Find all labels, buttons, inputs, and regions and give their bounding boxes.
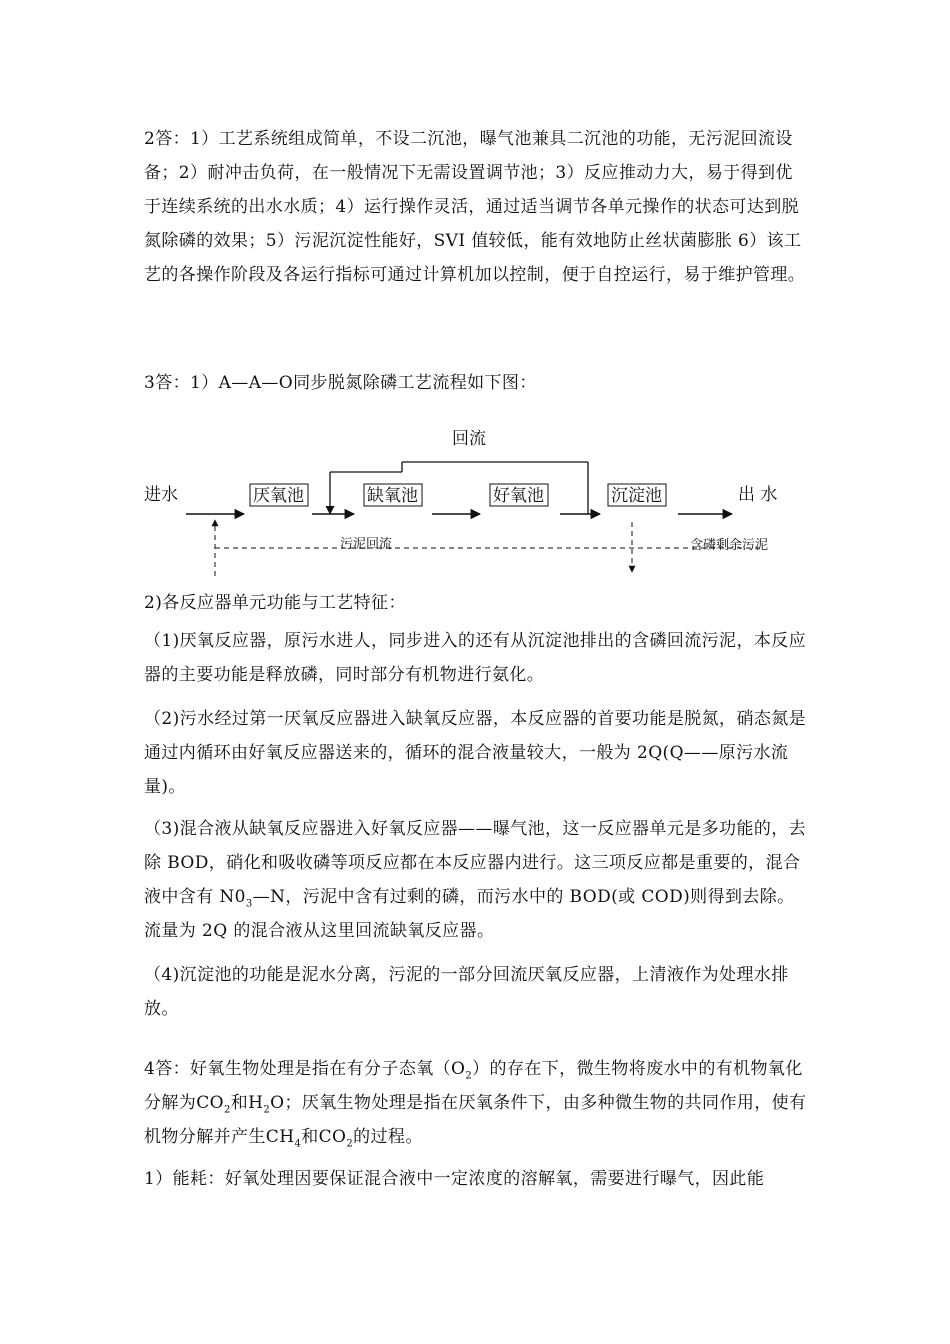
answer-3-item-1: （1)厌氧反应器，原污水进人，同步进入的还有从沉淀池排出的含磷回流污泥，本反应器的主要功能是释放磷，同时部分有机物进行氨化。 [144,631,807,685]
aerobic-tank-label: 好氧池 [493,486,544,506]
answer-4-paragraph [144,1052,810,1154]
answer-4-energy-line: 1）能耗：好氧处理因要保证混合液中一定浓度的溶解氧，需要进行曝气，因此能 [144,1169,765,1189]
answer-4-text-4: O；厌氧生物处理是指在厌氧条件下，由多种微生物的共同作用，使有机物分解并产生CH [144,1093,807,1147]
answer-3-intro: 3答：1）A—A—O同步脱氮除磷工艺流程如下图： [144,373,537,393]
inlet-label: 进水 [144,485,178,505]
answer-4-sub-1: 2 [465,1070,473,1082]
a2o-process-flow-diagram [140,420,820,590]
answer-4-text-3: 和H [230,1093,264,1113]
answer-3-item-3 [144,812,810,948]
answer-4-sub-5: 2 [346,1138,354,1150]
outlet-label: 出 水 [738,485,778,505]
sludge-return-label: 污泥回流 [340,537,393,552]
answer-4-text-2: ）的存在下，微生物将废水中的有机物氧化分解为CO [144,1059,803,1113]
answer-4-sub-4: 4 [294,1138,302,1150]
answer-3-item-3-text-a: （3)混合液从缺氧反应器进入好氧反应器——曝气池，这一反应器单元是多功能的，去除 BOD，硝化和吸收磷等项反应都在本反应器内进行。这三项反应都是重要的，混合液中含有 N0 [144,819,807,907]
answer-4-text-5: 和CO [301,1127,347,1147]
answer-4-sub-3: 2 [263,1104,271,1116]
answer-4-sub-2: 2 [223,1104,231,1116]
reflux-label: 回流 [452,429,486,449]
answer-3-part2-title: 2)各反应器单元功能与工艺特征： [144,593,406,613]
answer-3-item-4: （4)沉淀池的功能是泥水分离，污泥的一部分回流厌氧反应器，上清液作为处理水排放。 [144,965,789,1019]
answer-2-paragraph: 2答：1）工艺系统组成简单，不设二沉池，曝气池兼具二沉池的功能，无污泥回流设备；2）耐冲击负荷，在一般情况下无需设置调节池；3）反应推动力大，易于得到优于连续系统的出水水质；4）运行操作灵活，通过适当调节各单元操作的状态可达到脱氮除磷的效果；5）污泥沉淀性能好，SVI 值较低，能有效地防止丝状菌膨胀 6）该工艺的各操作阶段及各运行指标可通过计算机加以控制，便于自控运行，易于维护管理。 [144,129,806,285]
clarifier-tank-label: 沉淀池 [611,486,662,506]
answer-4-text-1: 4答：好氧生物处理是指在有分子态氧（O [144,1059,466,1079]
excess-sludge-label: 含磷剩余污泥 [690,538,769,553]
anaerobic-tank-label: 厌氧池 [253,486,304,506]
answer-3-item-3-subscript: 3 [245,898,253,910]
anoxic-tank-label: 缺氧池 [367,486,418,506]
answer-3-item-3-text-b: —N，污泥中含有过剩的磷，而污水中的 BOD(或 COD)则得到去除。流量为 2Q 的混合液从这里回流缺氧反应器。 [144,887,795,941]
answer-4-text-6: 的过程。 [353,1127,423,1147]
answer-3-item-2: （2)污水经过第一厌氧反应器进入缺氧反应器，本反应器的首要功能是脱氮，硝态氮是通过内循环由好氧反应器送来的，循环的混合液量较大，一般为 2Q(Q——原污水流量)。 [144,709,807,797]
